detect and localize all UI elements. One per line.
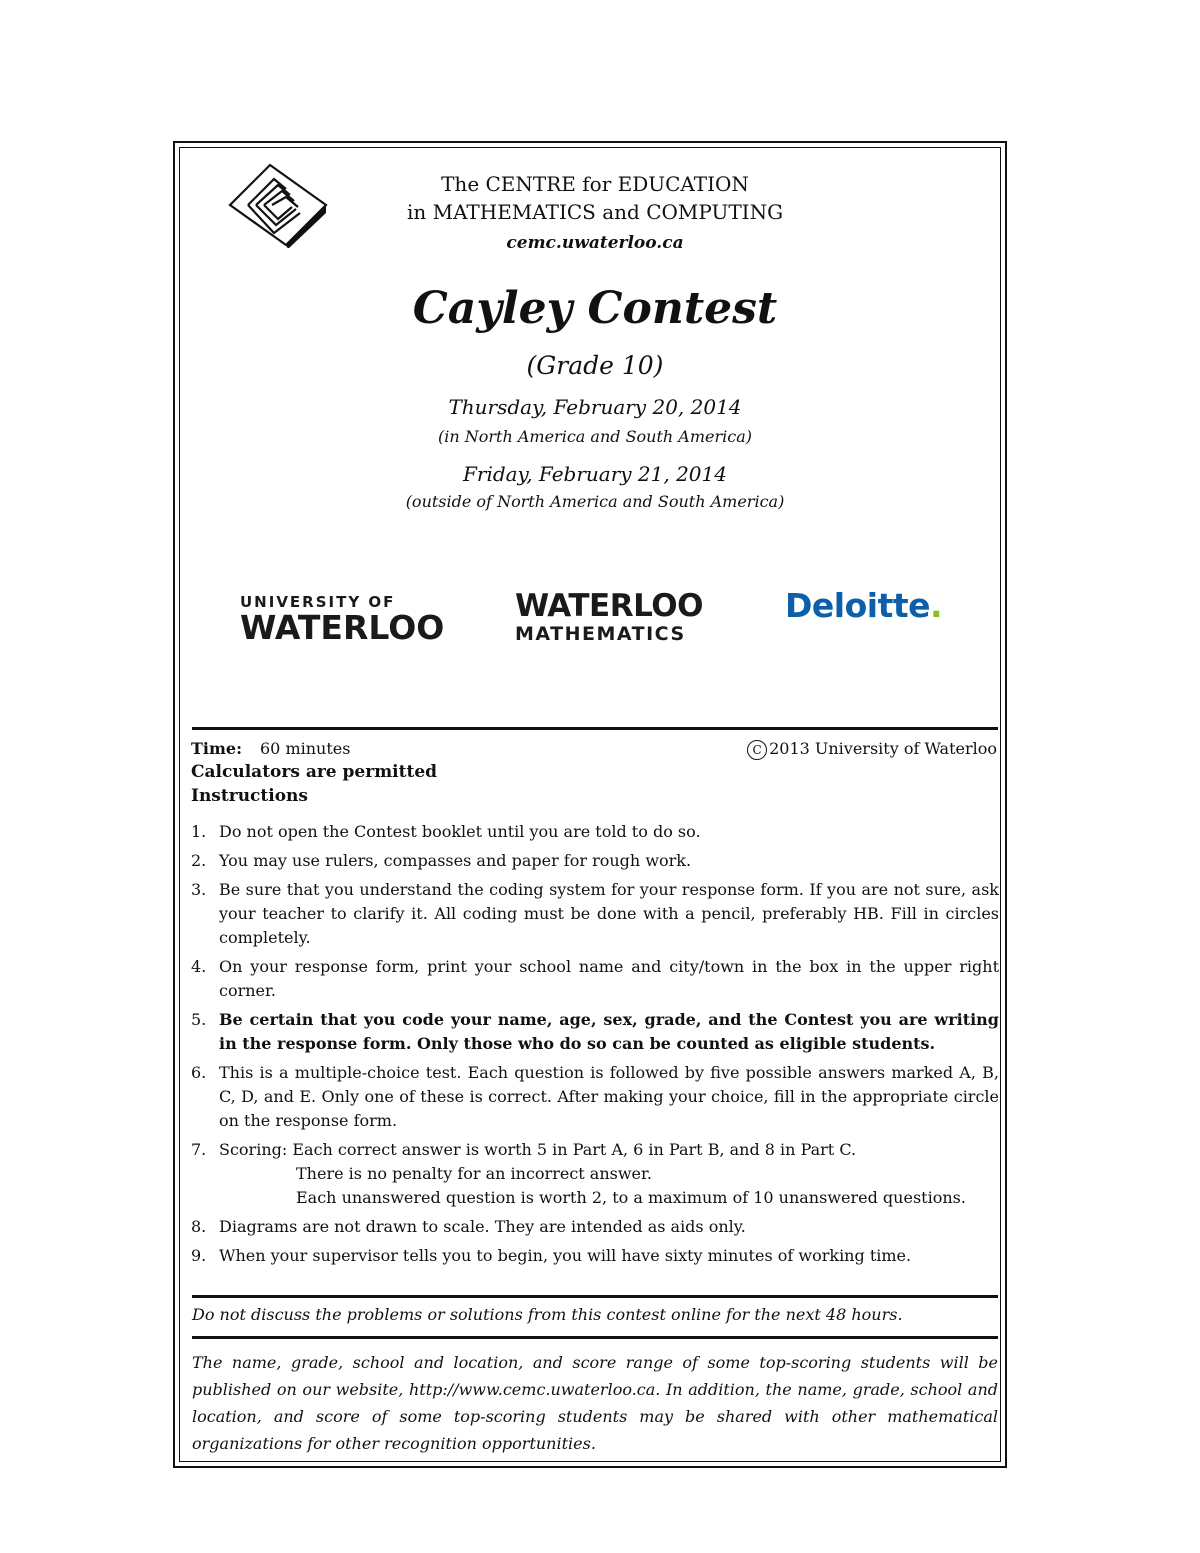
time-limit	[191, 739, 350, 758]
contest-date-1-region: (in North America and South America)	[438, 427, 752, 446]
publication-notice: The name, grade, school and location, and score range of some top-scoring students will be published on our website, http://www.cemc.uwaterloo.ca. In addition, the name, grade, school and location, and score of some top-scoring students may be shared with other mathematical organizations for other recognition opportunities.	[192, 1353, 998, 1453]
instruction-item-7: 7. Scoring: Each correct answer is worth 5 in Part A, 6 in Part B, and 8 in Part C. There is no penalty for an incorrect answer. Each unanswered question is worth 2, to a maximum of 10 unanswered questions.	[191, 1138, 999, 1210]
time-label: Time:	[191, 739, 242, 758]
divider-middle	[192, 1295, 998, 1298]
instruction-item-4: 4. On your response form, print your school name and city/town in the box in the upper right corner.	[191, 957, 999, 1000]
contest-date-2-region: (outside of North America and South America)	[405, 492, 785, 511]
contest-date-1: Thursday, February 20, 2014	[448, 395, 742, 419]
instruction-item-6: 6. This is a multiple-choice test. Each question is followed by five possible answers marked A, B, C, D, and E. Only one of these is correct. After making your choice, fill in the appropriate circle on the response form.	[191, 1063, 999, 1130]
university-of-waterloo-logo	[240, 593, 470, 645]
instruction-item-3: 3. Be sure that you understand the coding system for your response form. If you are not sure, ask your teacher to clarify it. All coding must be done with a pencil, preferably HB. Fill in circles completely.	[191, 880, 999, 947]
wm-logo-line2: MATHEMATICS	[515, 623, 686, 645]
cemc-logo-icon	[228, 163, 328, 248]
discussion-notice: Do not discuss the problems or solutions from this contest online for the next 48 hours.	[192, 1305, 903, 1324]
instruction-item-2: 2. You may use rulers, compasses and paper for rough work.	[191, 851, 692, 870]
wm-logo-line1: WATERLOO	[515, 588, 703, 624]
divider-bottom	[192, 1336, 998, 1339]
deloitte-dot: .	[930, 586, 943, 625]
waterloo-mathematics-logo	[515, 590, 755, 645]
instructions-heading: Instructions	[191, 786, 308, 806]
time-value: 60 minutes	[260, 739, 351, 758]
contest-grade: (Grade 10)	[526, 351, 664, 380]
scoring-penalty: There is no penalty for an incorrect answer.	[296, 1164, 652, 1183]
org-url: cemc.uwaterloo.ca	[506, 233, 684, 253]
instruction-item-5: 5. Be certain that you code your name, age, sex, grade, and the Contest you are writing in the response form. Only those who do so can be counted as eligible students.	[191, 1010, 999, 1053]
deloitte-word: Deloitte	[785, 586, 930, 625]
org-name-line1: The CENTRE for EDUCATION	[441, 172, 749, 196]
divider-top	[192, 727, 998, 730]
scoring-unanswered: Each unanswered question is worth 2, to a maximum of 10 unanswered questions.	[296, 1188, 966, 1207]
copyright	[747, 739, 997, 760]
copyright-icon: C	[747, 740, 767, 760]
instruction-item-1: 1. Do not open the Contest booklet until you are told to do so.	[191, 822, 701, 841]
contest-date-2: Friday, February 21, 2014	[463, 462, 727, 486]
org-name-line2: in MATHEMATICS and COMPUTING	[406, 200, 784, 224]
copyright-text: 2013 University of Waterloo	[769, 739, 997, 758]
deloitte-logo	[785, 586, 942, 625]
uw-logo-line1: UNIVERSITY OF	[240, 593, 396, 611]
instructions-list	[191, 820, 999, 1273]
instruction-item-8: 8. Diagrams are not drawn to scale. They are intended as aids only.	[191, 1217, 746, 1236]
contest-title: Cayley Contest	[412, 283, 778, 334]
instruction-item-9: 9. When your supervisor tells you to begin, you will have sixty minutes of working time.	[191, 1246, 912, 1265]
calculators-note: Calculators are permitted	[191, 762, 438, 782]
uw-logo-line2: WATERLOO	[240, 608, 445, 647]
